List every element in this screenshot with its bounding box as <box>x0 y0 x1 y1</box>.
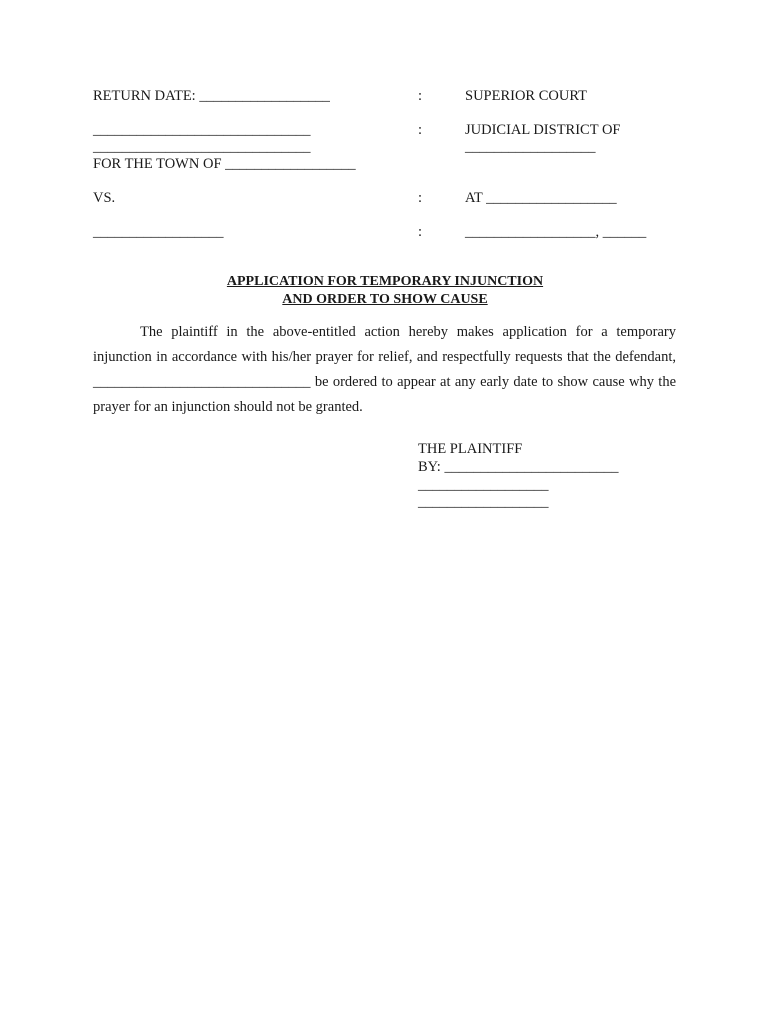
defendant-name-line: __________________ <box>93 224 224 240</box>
signature-label: THE PLAINTIFF <box>418 441 523 457</box>
town-line: FOR THE TOWN OF __________________ <box>93 156 356 172</box>
caption-colon: : <box>418 88 423 104</box>
signature-blank-line-2: __________________ <box>418 494 549 510</box>
signature-by-line: BY: ________________________ <box>418 459 619 475</box>
location-line: AT __________________ <box>465 190 617 206</box>
signature-blank-line-1: __________________ <box>418 477 549 493</box>
judicial-district-blank: __________________ <box>465 139 596 155</box>
return-date: RETURN DATE: __________________ <box>93 88 330 104</box>
caption-colon: : <box>418 224 423 240</box>
plaintiff-name-line-1: ______________________________ <box>93 122 311 138</box>
document-title-line-2: AND ORDER TO SHOW CAUSE <box>282 292 488 307</box>
plaintiff-name-line-2: ______________________________ <box>93 139 311 155</box>
document-title-line-1: APPLICATION FOR TEMPORARY INJUNCTION <box>226 274 544 289</box>
application-paragraph: The plaintiff in the above-entitled action hereby makes application for a temporary injunction in accordance with his/her prayer for relief, and respectfully requests that the defendant, ______________________________ be ordered to appear at any early date to show cause why the prayer for an injunction should not be granted. <box>93 324 676 415</box>
court-name: SUPERIOR COURT <box>465 88 587 104</box>
judicial-district: JUDICIAL DISTRICT OF <box>465 122 621 138</box>
caption-colon: : <box>418 122 423 138</box>
versus-label: VS. <box>93 190 116 206</box>
caption-colon: : <box>418 190 423 206</box>
date-line: __________________, ______ <box>465 224 647 240</box>
